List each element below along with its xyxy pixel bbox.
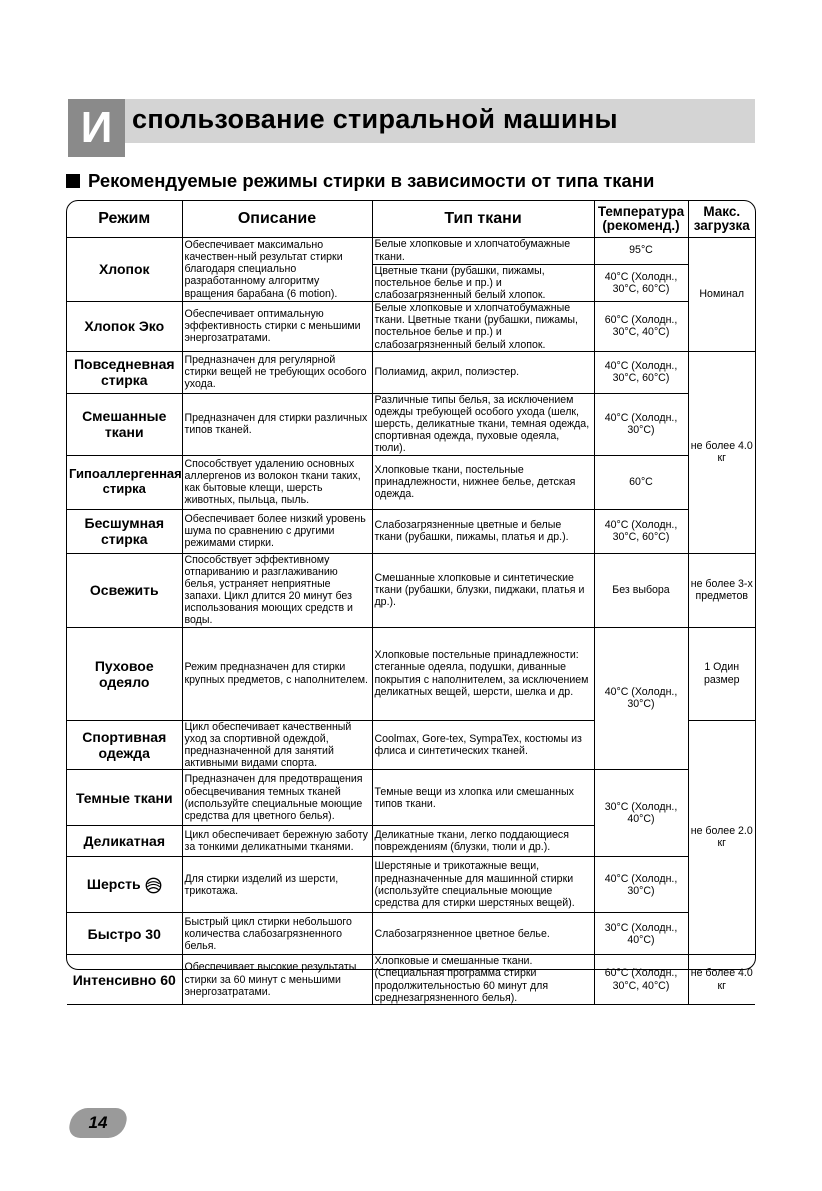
table-row <box>67 509 755 553</box>
column-header-temperature: Температура (рекоменд.) <box>594 201 688 237</box>
temperature-cell: 40°C (Холодн., 30°C) <box>594 627 688 770</box>
fabric-cell: Смешанные хлопковые и синтетические ткани (рубашки, блузки, пиджаки, платья и др.). <box>372 553 594 627</box>
fabric-cell: Цветные ткани (рубашки, пижамы, постельное белье и пр.) и слабозагрязненный белый хлопок. <box>372 264 594 302</box>
temperature-cell: 30°C (Холодн., 40°C) <box>594 913 688 955</box>
mode-cell: Интенсивно 60 <box>67 955 182 1005</box>
load-cell: 1 Один размер <box>688 627 755 720</box>
load-cell: не более 4.0 кг <box>688 351 755 553</box>
fabric-cell: Слабозагрязненное цветное белье. <box>372 913 594 955</box>
column-header-fabric: Тип ткани <box>372 201 594 237</box>
wool-yarn-icon <box>145 877 162 894</box>
mode-cell: Смешанные ткани <box>67 393 182 455</box>
mode-cell: Быстро 30 <box>67 913 182 955</box>
description-cell: Режим предназначен для стирки крупных предметов, с наполнителем. <box>182 627 372 720</box>
mode-cell: Бесшумная стирка <box>67 509 182 553</box>
description-cell: Предназначен для регулярной стирки вещей не требующих особого ухода. <box>182 351 372 393</box>
mode-cell <box>67 857 182 913</box>
mode-cell: Спортивная одежда <box>67 720 182 770</box>
temperature-cell: 95°C <box>594 237 688 264</box>
temperature-cell: 60°C <box>594 455 688 509</box>
mode-cell: Хлопок Эко <box>67 302 182 352</box>
mode-cell: Гипоаллергенная стирка <box>67 455 182 509</box>
description-cell: Способствует эффективному отпариванию и разглаживанию белья, устраняет неприятные запахи. Цикл длится 20 минут без использования моющих средств и воды. <box>182 553 372 627</box>
table-row <box>67 455 755 509</box>
square-bullet-icon <box>66 174 80 188</box>
fabric-cell: Различные типы белья, за исключением одежды требующей особого ухода (шелк, шерсть, деликатные ткани, темная одежда, спортивная одежда, пуховые одеяла, тюли). <box>372 393 594 455</box>
temperature-cell: Без выбора <box>594 553 688 627</box>
description-cell: Обеспечивает максимально качествен-ный результат стирки благодаря специально разработанному алгоритму вращения барабана (6 motion). <box>182 237 372 302</box>
mode-cell: Пуховое одеяло <box>67 627 182 720</box>
fabric-cell: Полиамид, акрил, полиэстер. <box>372 351 594 393</box>
load-cell: не более 3-х предметов <box>688 553 755 627</box>
fabric-cell: Хлопковые ткани, постельные принадлежности, нижнее белье, детская одежда. <box>372 455 594 509</box>
table-row <box>67 351 755 393</box>
temperature-cell: 40°C (Холодн., 30°C, 60°C) <box>594 509 688 553</box>
column-header-description: Описание <box>182 201 372 237</box>
fabric-cell: Слабозагрязненные цветные и белые ткани (рубашки, пижамы, платья и др.). <box>372 509 594 553</box>
page-number: 14 <box>88 1113 108 1132</box>
fabric-cell: Темные вещи из хлопка или смешанных типов ткани. <box>372 770 594 826</box>
fabric-cell: Белые хлопковые и хлопчатобумажные ткани. <box>372 237 594 264</box>
column-header-max-load: Макс. загрузка <box>688 201 755 237</box>
mode-cell: Повседневная стирка <box>67 351 182 393</box>
page-title: спользование стиральной машины <box>132 104 618 134</box>
description-cell: Способствует удалению основных аллергенов из волокон ткани таких, как бытовые клещи, шерсть животных, пыльца, пыль. <box>182 455 372 509</box>
table-row <box>67 302 755 352</box>
mode-cell: Темные ткани <box>67 770 182 826</box>
section-heading <box>66 170 654 192</box>
fabric-cell: Деликатные ткани, легко поддающиеся повреждениям (блузки, тюли и др.). <box>372 826 594 857</box>
description-cell: Предназначен для стирки различных типов тканей. <box>182 393 372 455</box>
description-cell: Обеспечивает более низкий уровень шума по сравнению с другими режимами стирки. <box>182 509 372 553</box>
table-row <box>67 770 755 826</box>
temperature-cell: 30°C (Холодн., 40°C) <box>594 770 688 857</box>
mode-label: Шерсть <box>86 875 141 892</box>
temperature-cell: 40°C (Холодн., 30°C, 60°C) <box>594 351 688 393</box>
description-cell: Цикл обеспечивает бережную заботу за тонкими деликатными тканями. <box>182 826 372 857</box>
temperature-cell: 60°C (Холодн., 30°C, 40°C) <box>594 955 688 1005</box>
table-row <box>67 627 755 720</box>
mode-cell: Хлопок <box>67 237 182 302</box>
temperature-cell: 40°C (Холодн., 30°C) <box>594 393 688 455</box>
load-cell: Номинал <box>688 237 755 351</box>
description-cell: Быстрый цикл стирки небольшого количества слабозагрязненного белья. <box>182 913 372 955</box>
load-cell: не более 4.0 кг <box>688 955 755 1005</box>
header-initial-letter: И <box>68 99 125 157</box>
table-row <box>67 955 755 1005</box>
description-cell: Цикл обеспечивает качественный уход за спортивной одеждой, предназначенной для занятий активными видами спорта. <box>182 720 372 770</box>
description-cell: Обеспечивает высокие результаты стирки за 60 минут с меньшими энергозатратами. <box>182 955 372 1005</box>
mode-cell: Деликатная <box>67 826 182 857</box>
column-header-mode: Режим <box>67 201 182 237</box>
fabric-cell: Шерстяные и трикотажные вещи, предназначенные для машинной стирки (используйте специальные моющие средства для стирки шерстяных вещей). <box>372 857 594 913</box>
description-cell: Обеспечивает оптимальную эффективность стирки с меньшими энергозатратами. <box>182 302 372 352</box>
temperature-cell: 60°C (Холодн., 30°C, 40°C) <box>594 302 688 352</box>
temperature-cell: 40°C (Холодн., 30°C, 60°C) <box>594 264 688 302</box>
table-header-row <box>67 201 755 237</box>
table-row <box>67 237 755 264</box>
section-title: Рекомендуемые режимы стирки в зависимости от типа ткани <box>88 170 655 191</box>
mode-cell: Освежить <box>67 553 182 627</box>
load-cell: не более 2.0 кг <box>688 720 755 955</box>
fabric-cell: Хлопковые и смешанные ткани. (Специальная программа стирки продолжительностью 60 минут для среднезагрязненного белья). <box>372 955 594 1005</box>
temperature-cell: 40°C (Холодн., 30°C) <box>594 857 688 913</box>
description-cell: Предназначен для предотвращения обесцвечивания темных тканей (используйте специальные моющие средства для цветного белья). <box>182 770 372 826</box>
fabric-cell: Хлопковые постельные принадлежности: стеганные одеяла, подушки, диванные покрытия с наполнителем, за исключением деликатных вещей, шерсти, шелка и др. <box>372 627 594 720</box>
table-row <box>67 857 755 913</box>
fabric-cell: Coolmax, Gore-tex, SympaTex, костюмы из флиса и синтетических тканей. <box>372 720 594 770</box>
table-row <box>67 393 755 455</box>
description-cell: Для стирки изделий из шерсти, трикотажа. <box>182 857 372 913</box>
table-row <box>67 553 755 627</box>
table-row <box>67 913 755 955</box>
page-number-badge <box>66 1108 129 1138</box>
fabric-cell: Белые хлопковые и хлопчатобумажные ткани. Цветные ткани (рубашки, пижамы, постельное белье и пр.) и слабозагрязненный белый хлопок. <box>372 302 594 352</box>
wash-modes-table <box>66 200 756 1004</box>
